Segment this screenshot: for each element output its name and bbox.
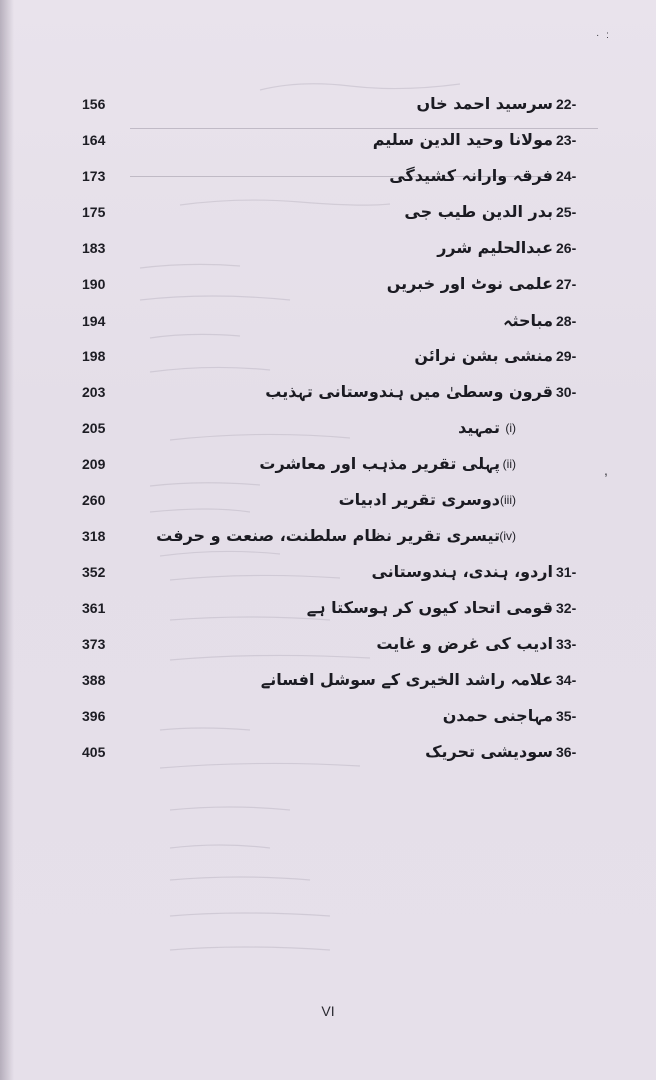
toc-entry — [0, 266, 656, 302]
toc-title: سودیشی تحریک — [425, 742, 553, 761]
toc-entry-number: 22- — [556, 96, 577, 112]
toc-entry-number: 34- — [556, 672, 577, 688]
toc-sub-entry — [0, 410, 656, 446]
toc-page-number: 183 — [82, 240, 106, 256]
toc-page-number: 405 — [82, 744, 106, 760]
toc-entry-number: 25- — [556, 204, 577, 220]
toc-sub-title: دوسری تقریر ادبیات — [338, 490, 500, 509]
toc-page-number: 198 — [82, 348, 106, 364]
toc-entry-number: 31- — [556, 564, 577, 580]
page-number-footer: VI — [321, 1003, 335, 1019]
toc-title: قرون وسطیٰ میں ہندوستانی تہذیب — [265, 382, 553, 401]
toc-entry — [0, 734, 656, 770]
toc-entry-number: 29- — [556, 348, 577, 364]
toc-page-number: 388 — [82, 672, 106, 688]
toc-entry — [0, 662, 656, 698]
toc-entry — [0, 626, 656, 662]
toc-title: ادیب کی غرض و غایت — [376, 634, 553, 653]
toc-sub-entry — [0, 518, 656, 554]
toc-sub-title: تیسری تقریر نظام سلطنت، صنعت و حرفت — [156, 526, 500, 545]
stray-mark: , — [604, 462, 608, 478]
toc-page-number: 194 — [82, 313, 106, 329]
toc-entry — [0, 338, 656, 374]
toc-entry — [0, 303, 656, 339]
toc-entry-number: 30- — [556, 384, 577, 400]
toc-page-number: 318 — [82, 528, 106, 544]
toc-page-number: 205 — [82, 420, 106, 436]
toc-page-number: 175 — [82, 204, 106, 220]
toc-sub-title: پہلی تقریر مذہب اور معاشرت — [259, 454, 500, 473]
toc-title: مہاجنی حمدن — [442, 706, 553, 725]
toc-entry — [0, 230, 656, 266]
toc-sub-entry — [0, 446, 656, 482]
toc-title: مولانا وحید الدین سلیم — [372, 130, 553, 149]
toc-sub-title: تمہید — [458, 418, 500, 437]
toc-entry-number: 33- — [556, 636, 577, 652]
toc-page-number: 352 — [82, 564, 106, 580]
toc-sub-marker: (iii) — [500, 493, 516, 507]
toc-page-number: 396 — [82, 708, 106, 724]
toc-title: عبدالحلیم شرر — [437, 238, 553, 257]
toc-page-number: 190 — [82, 276, 106, 292]
toc-entry — [0, 194, 656, 230]
toc-title: اردو، ہندی، ہندوستانی — [371, 562, 553, 581]
toc-page-number: 203 — [82, 384, 106, 400]
toc-sub-marker: (ii) — [502, 457, 516, 471]
toc-page-number: 373 — [82, 636, 106, 652]
toc-entry — [0, 158, 656, 194]
toc-sub-marker: (iv) — [499, 529, 516, 543]
toc-entry — [0, 554, 656, 590]
toc-title: بدر الدین طیب جی — [404, 202, 553, 221]
toc-entry — [0, 590, 656, 626]
toc-entry-number: 36- — [556, 744, 577, 760]
toc-entry — [0, 122, 656, 158]
toc-page-number: 361 — [82, 600, 106, 616]
toc-title: علامہ راشد الخیری کے سوشل افسانے — [260, 670, 553, 689]
toc-page-number: 260 — [82, 492, 106, 508]
toc-page-number: 173 — [82, 168, 106, 184]
toc-entry-number: 35- — [556, 708, 577, 724]
toc-title: فرقہ وارانہ کشیدگی — [389, 166, 553, 185]
toc-entry-number: 24- — [556, 168, 577, 184]
toc-sub-marker: (i) — [505, 421, 516, 435]
toc-entry-number: 32- — [556, 600, 577, 616]
toc-entry-number: 26- — [556, 240, 577, 256]
toc-page-number: 209 — [82, 456, 106, 472]
toc-title: قومی اتحاد کیوں کر ہوسکتا ہے — [306, 598, 553, 617]
corner-dots: · : — [596, 30, 611, 41]
toc-sub-entry — [0, 482, 656, 518]
toc-entry-number: 23- — [556, 132, 577, 148]
toc-title: علمی نوٹ اور خبریں — [386, 274, 553, 293]
toc-entry-number: 28- — [556, 313, 577, 329]
toc-page-number: 164 — [82, 132, 106, 148]
toc-entry — [0, 86, 656, 122]
toc-page-number: 156 — [82, 96, 106, 112]
toc-entry — [0, 698, 656, 734]
toc-entry-number: 27- — [556, 276, 577, 292]
toc-title: سرسید احمد خاں — [416, 94, 553, 113]
toc-title: منشی بشن نرائن — [414, 346, 553, 365]
toc-entry — [0, 374, 656, 410]
toc-title: مباحثہ — [503, 311, 553, 330]
